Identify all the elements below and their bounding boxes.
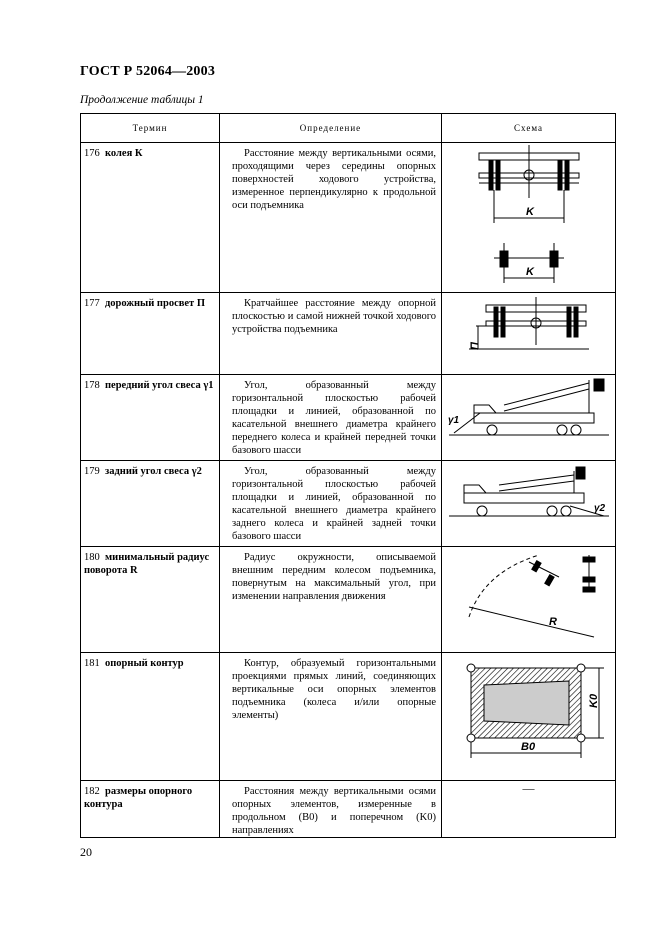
column-header-scheme: Схема xyxy=(442,114,616,143)
term-number: 177 xyxy=(84,298,100,309)
term-cell xyxy=(81,547,220,653)
track-label: K xyxy=(525,206,534,218)
scheme-cell: — xyxy=(442,781,616,838)
table-row xyxy=(81,653,616,781)
term-cell xyxy=(81,461,220,547)
table-row xyxy=(81,781,616,838)
scheme-cell xyxy=(442,143,616,293)
term-name: задний угол свеса γ2 xyxy=(105,466,202,477)
term-cell xyxy=(81,293,220,375)
ground-clearance-diagram xyxy=(464,293,594,368)
table-continuation-caption: Продолжение таблицы 1 xyxy=(80,94,204,106)
term-cell xyxy=(81,653,220,781)
column-header-term: Термин xyxy=(81,114,220,143)
scheme-cell xyxy=(442,375,616,461)
term-name: передний угол свеса γ1 xyxy=(105,380,214,391)
definition-cell: Расстояние между вертикальными осями, проходящими через середины опорных поверхностей ходового устройства, измеренное перпендикулярно к продольной оси подъемника xyxy=(220,143,442,293)
table-row xyxy=(81,293,616,375)
angle-label: γ2 xyxy=(593,503,605,514)
definition-cell: Радиус окружности, описываемой внешним передним колесом подъемника, повернутым на максимальный угол, при изменении направления движения xyxy=(220,547,442,653)
table-row xyxy=(81,375,616,461)
standard-title: ГОСТ Р 52064—2003 xyxy=(80,64,216,79)
clearance-label: П xyxy=(468,342,481,350)
definition-cell: Контур, образуемый горизонтальными проекциями прямых линий, соединяющих вертикальные оси опорных элементов подъемника (колеса и/или опорные элементы) xyxy=(220,653,442,781)
term-cell xyxy=(81,143,220,293)
column-header-definition: Определение xyxy=(220,114,442,143)
radius-label: R xyxy=(548,616,557,628)
angle-label: γ1 xyxy=(447,415,459,426)
term-name: колея К xyxy=(105,148,143,159)
page-number: 20 xyxy=(80,845,92,859)
turning-radius-diagram xyxy=(449,547,609,642)
scheme-cell xyxy=(442,653,616,781)
front-overhang-angle-diagram xyxy=(444,375,614,445)
term-name: размеры опорного контура xyxy=(84,786,193,810)
term-number: 179 xyxy=(84,466,100,477)
term-number: 176 xyxy=(84,148,100,159)
term-name: дорожный просвет П xyxy=(105,298,206,309)
term-number: 180 xyxy=(84,552,100,563)
terms-table xyxy=(80,113,616,838)
table-row xyxy=(81,547,616,653)
term-number: 182 xyxy=(84,786,100,797)
definition-cell: Угол, образованный между горизонтальной плоскостью рабочей площадки и линией, образованной по касательной внешнего диаметра крайнего заднего колеса и крайней задней точки базового шасси xyxy=(220,461,442,547)
rear-overhang-angle-diagram xyxy=(444,461,614,531)
term-cell xyxy=(81,781,220,838)
scheme-cell xyxy=(442,461,616,547)
term-name: опорный контур xyxy=(105,658,184,669)
support-contour-diagram xyxy=(449,653,609,773)
term-number: 181 xyxy=(84,658,100,669)
scheme-cell xyxy=(442,293,616,375)
definition-cell: Кратчайшее расстояние между опорной плоскостью и самой нижней точкой ходового устройства подъемника xyxy=(220,293,442,375)
contour-width-label: K0 xyxy=(587,693,600,708)
table-row xyxy=(81,143,616,293)
table-row xyxy=(81,461,616,547)
contour-length-label: B0 xyxy=(520,741,535,753)
term-cell xyxy=(81,375,220,461)
track-label-2: K xyxy=(525,266,534,278)
definition-cell: Расстояния между вертикальными осями опорных элементов, измеренные в продольном (B0) и поперечном (K0) направлениях xyxy=(220,781,442,838)
table-header-row xyxy=(81,114,616,143)
scheme-cell xyxy=(442,547,616,653)
track-width-diagram xyxy=(469,143,589,288)
term-name: минимальный радиус поворота R xyxy=(84,552,210,576)
definition-cell: Угол, образованный между горизонтальной плоскостью рабочей площадки и линией, образованной по касательной внешнего диаметра крайнего переднего колеса и крайней передней точки базового шасси xyxy=(220,375,442,461)
term-number: 178 xyxy=(84,380,100,391)
